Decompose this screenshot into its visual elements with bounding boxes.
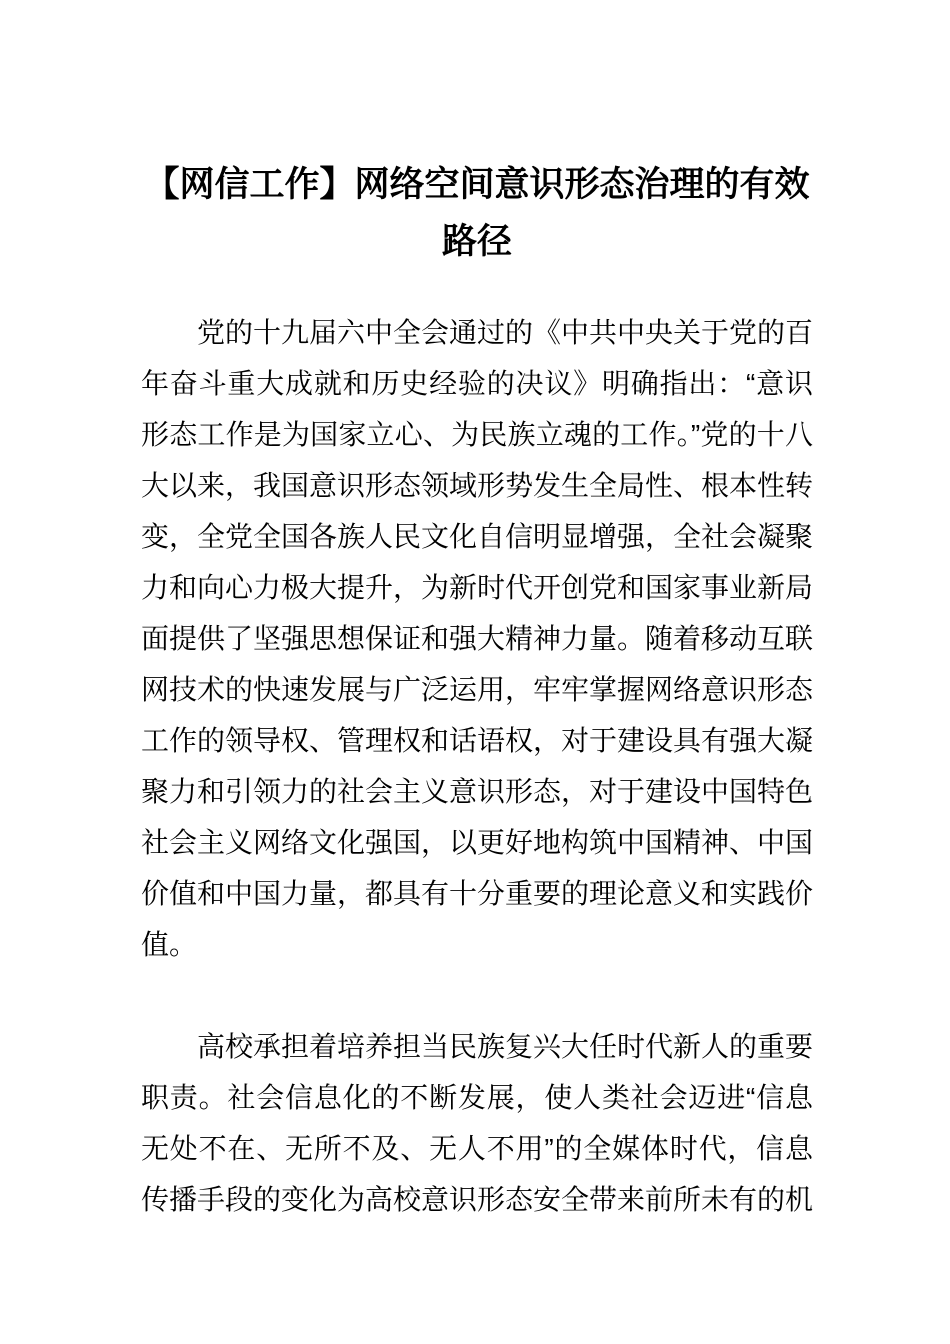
paragraph-2: 高校承担着培养担当民族复兴大任时代新人的重要职责。社会信息化的不断发展，使人类社会迈进“信息无处不在、无所不及、无人不用”的全媒体时代，信息传播手段的变化为高校意识形态安全带来前所未有的机 [141, 1031, 814, 1215]
document-title: 【网信工作】网络空间意识形态治理的有效路径 [144, 165, 810, 261]
paragraph-1: 党的十九届六中全会通过的《中共中央关于党的百年奋斗重大成就和历史经验的决议》明确指出：“意识形态工作是为国家立心、为民族立魂的工作。”党的十八大以来，我国意识形态领域形势发生全局性、根本性转变，全党全国各族人民文化自信明显增强，全社会凝聚力和向心力极大提升，为新时代开创党和国家事业新局面提供了坚强思想保证和强大精神力量。随着移动互联网技术的快速发展与广泛运用，牢牢掌握网络意识形态工作的领导权、管理权和话语权，对于建设具有强大凝聚力和引领力的社会主义意识形态，对于建设中国特色社会主义网络文化强国，以更好地构筑中国精神、中国价值和中国力量，都具有十分重要的理论意义和实践价值。 [141, 317, 814, 960]
